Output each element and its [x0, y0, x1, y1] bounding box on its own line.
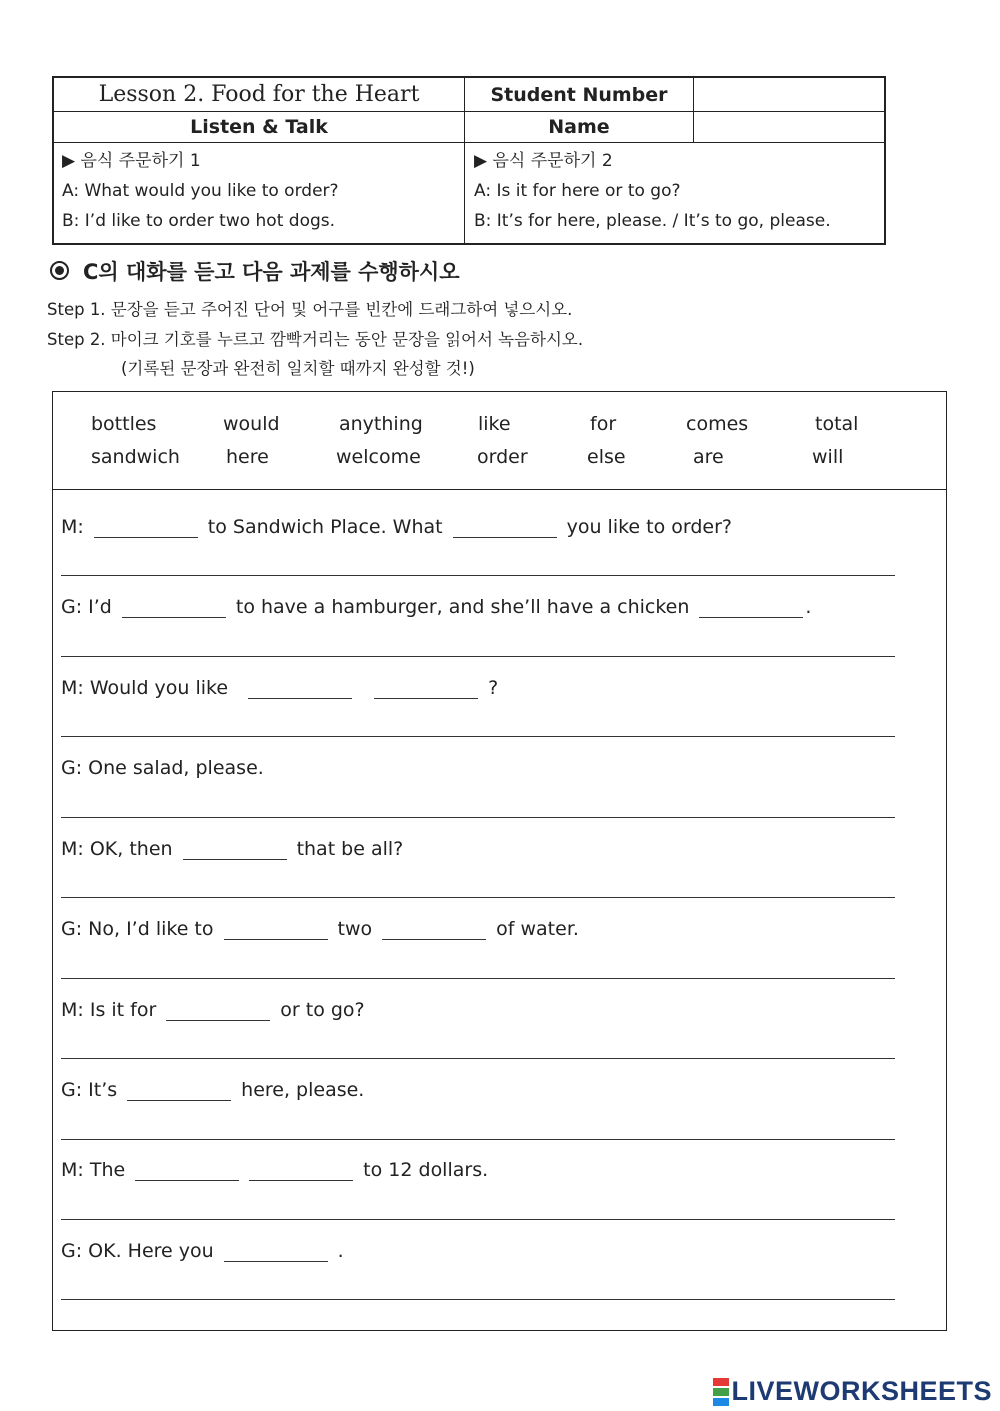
word-chip[interactable]: will	[812, 446, 844, 468]
answer-blank[interactable]	[127, 1080, 231, 1101]
word-chip[interactable]: else	[587, 446, 626, 468]
recording-line[interactable]	[61, 897, 895, 898]
dialogue-line: M: The to 12 dollars.	[61, 1159, 489, 1181]
recording-line[interactable]	[61, 978, 895, 979]
answer-blank[interactable]	[122, 597, 226, 618]
word-chip[interactable]: anything	[339, 413, 423, 435]
liveworksheets-logo: LIVEWORKSHEETS	[713, 1376, 992, 1407]
word-chip[interactable]: are	[693, 446, 724, 468]
word-chip[interactable]: bottles	[91, 413, 157, 435]
ordering-box-2-title: ▶ 음식 주문하기 2	[474, 151, 613, 171]
dialogue-line: G: I’d to have a hamburger, and she’ll have a chicken .	[61, 596, 812, 618]
word-chip[interactable]: would	[223, 413, 280, 435]
dialogue-line: G: OK. Here you .	[61, 1240, 344, 1262]
task-title-text: C의 대화를 듣고 다음 과제를 수행하시오	[83, 260, 460, 284]
dialogue-line: G: It’s here, please.	[61, 1079, 365, 1101]
answer-blank[interactable]	[166, 1000, 270, 1021]
name-field[interactable]	[695, 112, 884, 142]
ordering-box-1-title: ▶ 음식 주문하기 1	[62, 151, 201, 171]
exercise-box	[52, 391, 947, 1331]
answer-blank[interactable]	[224, 919, 328, 940]
recording-line[interactable]	[61, 1219, 895, 1220]
word-chip[interactable]: order	[477, 446, 528, 468]
task-title	[50, 256, 460, 286]
recording-line[interactable]	[61, 736, 895, 737]
bullet-circle-icon	[50, 261, 69, 280]
ordering-box-2-line-b: B: It’s for here, please. / It’s to go, please.	[474, 211, 831, 231]
step-1-instruction: Step 1. 문장을 듣고 주어진 단어 및 어구를 빈칸에 드래그하여 넣으시오.	[47, 300, 573, 319]
ordering-box-2-line-a: A: Is it for here or to go?	[474, 181, 681, 201]
answer-blank[interactable]	[382, 919, 486, 940]
liveworksheets-mark-icon	[713, 1377, 729, 1407]
word-chip[interactable]: welcome	[336, 446, 421, 468]
recording-line[interactable]	[61, 1299, 895, 1300]
word-bank-divider	[53, 489, 946, 490]
word-chip[interactable]: like	[478, 413, 511, 435]
step-2-instruction: Step 2. 마이크 기호를 누르고 깜빡거리는 동안 문장을 읽어서 녹음하시오.	[47, 330, 584, 349]
recording-line[interactable]	[61, 656, 895, 657]
answer-blank[interactable]	[135, 1160, 239, 1181]
dialogue-line: M: Would you like ?	[61, 677, 499, 699]
answer-blank[interactable]	[183, 839, 287, 860]
dialogue-line: M: to Sandwich Place. What you like to order?	[61, 516, 733, 538]
answer-blank[interactable]	[453, 517, 557, 538]
recording-line[interactable]	[61, 1139, 895, 1140]
answer-blank[interactable]	[94, 517, 198, 538]
step-note: (기록된 문장과 완전히 일치할 때까지 완성할 것!)	[121, 359, 475, 378]
ordering-box-1-line-b: B: I’d like to order two hot dogs.	[62, 211, 336, 231]
word-chip[interactable]: sandwich	[91, 446, 180, 468]
recording-line[interactable]	[61, 817, 895, 818]
student-number-label: Student Number	[490, 83, 668, 106]
header-table	[52, 76, 886, 245]
lesson-title: Lesson 2. Food for the Heart	[98, 82, 420, 107]
header-divider	[54, 142, 884, 143]
dialogue-line: M: OK, then that be all?	[61, 838, 404, 860]
word-chip[interactable]: here	[226, 446, 269, 468]
dialogue-line: G: No, I’d like to two of water.	[61, 918, 579, 940]
recording-line[interactable]	[61, 575, 895, 576]
word-chip[interactable]: comes	[686, 413, 749, 435]
answer-blank[interactable]	[374, 678, 478, 699]
word-chip[interactable]: total	[815, 413, 859, 435]
answer-blank[interactable]	[699, 597, 803, 618]
student-number-field[interactable]	[695, 78, 884, 111]
word-chip[interactable]: for	[590, 413, 617, 435]
name-label: Name	[548, 116, 610, 138]
answer-blank[interactable]	[224, 1241, 328, 1262]
dialogue-line: M: Is it for or to go?	[61, 999, 365, 1021]
dialogue-line: G: One salad, please.	[61, 757, 264, 779]
answer-blank[interactable]	[248, 678, 352, 699]
ordering-box-1-line-a: A: What would you like to order?	[62, 181, 339, 201]
recording-line[interactable]	[61, 1058, 895, 1059]
answer-blank[interactable]	[249, 1160, 353, 1181]
subtitle: Listen & Talk	[190, 116, 328, 138]
